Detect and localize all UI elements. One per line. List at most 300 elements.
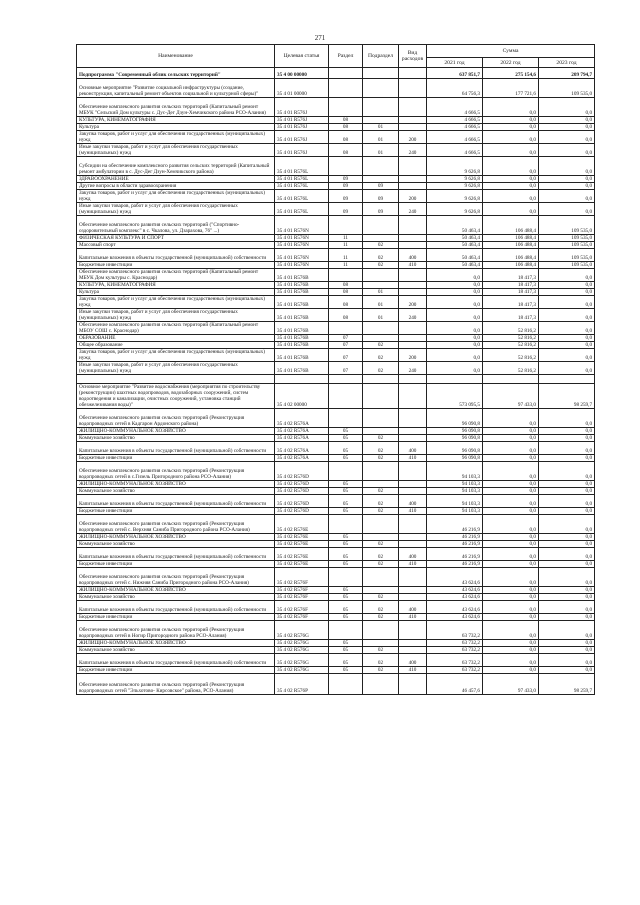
table-row bbox=[77, 235, 595, 242]
row-target: 35 4 02 R576E bbox=[275, 541, 329, 548]
row-subsection bbox=[363, 534, 399, 541]
row-expense-type bbox=[399, 481, 427, 488]
row-sum-2022: 0,0 bbox=[483, 640, 539, 647]
row-subsection: 02 bbox=[363, 488, 399, 495]
row-subsection bbox=[363, 117, 399, 124]
row-sum-2022: 0,0 bbox=[483, 442, 539, 455]
row-target: 35 4 01 R576B bbox=[275, 322, 329, 335]
row-sum-2022: 0,0 bbox=[483, 587, 539, 594]
row-subsection bbox=[363, 157, 399, 176]
row-expense-type bbox=[399, 98, 427, 117]
row-sum-2021: 9 626,8 bbox=[427, 183, 483, 190]
row-sum-2021: 94 103,3 bbox=[427, 495, 483, 508]
row-sum-2023: 0,0 bbox=[539, 342, 595, 349]
row-target: 35 4 01 R576N bbox=[275, 235, 329, 242]
table-row bbox=[77, 455, 595, 462]
row-sum-2023: 0,0 bbox=[539, 442, 595, 455]
row-subsection bbox=[363, 481, 399, 488]
row-expense-type bbox=[399, 647, 427, 654]
row-subsection: 01 bbox=[363, 309, 399, 322]
row-sum-2022: 0,0 bbox=[483, 428, 539, 435]
row-expense-type bbox=[399, 342, 427, 349]
row-sum-2022: 0,0 bbox=[483, 176, 539, 183]
row-target: 35 4 02 R576A bbox=[275, 442, 329, 455]
row-subsection bbox=[363, 282, 399, 289]
row-subsection: 02 bbox=[363, 601, 399, 614]
row-name: Обеспечение комплексного развития сельских территорий (Реконструкция водопроводных сетей в Ногир Пригородного района РСО-Алания) bbox=[77, 621, 275, 640]
row-subsection bbox=[363, 79, 399, 98]
row-name: Общее образование bbox=[77, 342, 275, 349]
row-sum-2021: 50 463,4 bbox=[427, 216, 483, 235]
row-sum-2021: 4 666,5 bbox=[427, 144, 483, 157]
row-expense-type bbox=[399, 335, 427, 342]
row-name: ЖИЛИЩНО-КОММУНАЛЬНОЕ ХОЗЯЙСТВО bbox=[77, 640, 275, 647]
row-expense-type bbox=[399, 541, 427, 548]
row-section: 09 bbox=[329, 203, 363, 216]
row-expense-type bbox=[399, 79, 427, 98]
row-sum-2023: 0,0 bbox=[539, 296, 595, 309]
row-sum-2021: 637 851,7 bbox=[427, 68, 483, 79]
row-subsection: 01 bbox=[363, 296, 399, 309]
row-target: 35 4 01 R576L bbox=[275, 183, 329, 190]
table-row bbox=[77, 515, 595, 534]
row-sum-2022: 0,0 bbox=[483, 409, 539, 428]
row-target: 35 4 02 R576E bbox=[275, 534, 329, 541]
row-expense-type bbox=[399, 124, 427, 131]
row-sum-2022: 0,0 bbox=[483, 621, 539, 640]
row-sum-2021: 0,0 bbox=[427, 349, 483, 362]
table-row bbox=[77, 594, 595, 601]
row-sum-2023: 0,0 bbox=[539, 176, 595, 183]
row-sum-2022: 0,0 bbox=[483, 534, 539, 541]
row-sum-2022: 0,0 bbox=[483, 594, 539, 601]
row-name: ФИЗИЧЕСКАЯ КУЛЬТУРА И СПОРТ bbox=[77, 235, 275, 242]
row-section: 05 bbox=[329, 481, 363, 488]
table-row bbox=[77, 157, 595, 176]
row-expense-type bbox=[399, 289, 427, 296]
row-sum-2023: 0,0 bbox=[539, 654, 595, 667]
row-section bbox=[329, 568, 363, 587]
row-subsection: 02 bbox=[363, 262, 399, 269]
table-row bbox=[77, 322, 595, 335]
row-target: 35 4 02 R576E bbox=[275, 561, 329, 568]
row-section: 09 bbox=[329, 190, 363, 203]
row-sum-2021: 0,0 bbox=[427, 335, 483, 342]
row-section: 08 bbox=[329, 296, 363, 309]
row-sum-2021: 46 216,9 bbox=[427, 534, 483, 541]
row-sum-2021: 50 463,4 bbox=[427, 249, 483, 262]
budget-table bbox=[76, 44, 595, 695]
row-sum-2021: 63 732,2 bbox=[427, 647, 483, 654]
row-name: Обеспечение комплексного развития сельских территорий (Реконструкция водопроводных сетей "Эльхотово- Кирсовское" района, РСО-Алания) bbox=[77, 674, 275, 695]
row-subsection: 02 bbox=[363, 435, 399, 442]
row-sum-2021: 50 463,4 bbox=[427, 242, 483, 249]
row-expense-type bbox=[399, 216, 427, 235]
row-sum-2023: 0,0 bbox=[539, 157, 595, 176]
row-sum-2023: 109 535,0 bbox=[539, 235, 595, 242]
row-sum-2022: 0,0 bbox=[483, 614, 539, 621]
row-sum-2023: 0,0 bbox=[539, 541, 595, 548]
row-sum-2021: 46 457,6 bbox=[427, 674, 483, 695]
row-sum-2022: 0,0 bbox=[483, 190, 539, 203]
row-sum-2023: 0,0 bbox=[539, 203, 595, 216]
row-sum-2022: 106 488,4 bbox=[483, 262, 539, 269]
table-row bbox=[77, 335, 595, 342]
table-row bbox=[77, 621, 595, 640]
row-target: 35 4 02 R576A bbox=[275, 428, 329, 435]
row-sum-2021: 96 090,8 bbox=[427, 409, 483, 428]
table-row bbox=[77, 541, 595, 548]
col-header-2023: 2023 год bbox=[539, 58, 595, 68]
row-name: Коммунальное хозяйство bbox=[77, 488, 275, 495]
row-subsection bbox=[363, 235, 399, 242]
table-row bbox=[77, 508, 595, 515]
row-expense-type: 400 bbox=[399, 548, 427, 561]
row-name: Иные закупки товаров, работ и услуг для обеспечения государственных (муниципальных) нужд bbox=[77, 309, 275, 322]
row-sum-2021: 0,0 bbox=[427, 296, 483, 309]
col-header-target: Целевая статья bbox=[275, 45, 329, 68]
row-sum-2023: 0,0 bbox=[539, 488, 595, 495]
row-sum-2021: 96 090,8 bbox=[427, 428, 483, 435]
row-sum-2023: 0,0 bbox=[539, 349, 595, 362]
row-name: Капитальные вложения в объекты государственной (муниципальной) собственности bbox=[77, 548, 275, 561]
row-target: 35 4 00 00000 bbox=[275, 68, 329, 79]
row-target: 35 4 01 R576J bbox=[275, 131, 329, 144]
row-subsection: 01 bbox=[363, 131, 399, 144]
row-target: 35 4 02 R576F bbox=[275, 614, 329, 621]
table-row bbox=[77, 342, 595, 349]
row-section: 09 bbox=[329, 183, 363, 190]
row-section bbox=[329, 157, 363, 176]
row-expense-type bbox=[399, 176, 427, 183]
col-header-section: Раздел bbox=[329, 45, 363, 68]
row-sum-2022: 0,0 bbox=[483, 131, 539, 144]
row-section: 05 bbox=[329, 495, 363, 508]
row-sum-2022: 0,0 bbox=[483, 601, 539, 614]
row-sum-2023: 109 535,0 bbox=[539, 79, 595, 98]
row-sum-2021: 43 624,6 bbox=[427, 614, 483, 621]
row-name: Капитальные вложения в объекты государственной (муниципальной) собственности bbox=[77, 442, 275, 455]
row-name: Основное мероприятие "Развитие водоснабжения (мероприятия по строительству (реконструкции) шахтных водопроводов, водозаборных сооружений, систем водоотведения и канализации, очистных сооружений, установка станций обезжелезивания воды)" bbox=[77, 384, 275, 409]
row-expense-type bbox=[399, 488, 427, 495]
row-expense-type bbox=[399, 568, 427, 587]
row-name: Бюджетные инвестиции bbox=[77, 455, 275, 462]
row-name: Капитальные вложения в объекты государственной (муниципальной) собственности bbox=[77, 654, 275, 667]
row-subsection bbox=[363, 640, 399, 647]
row-sum-2023: 0,0 bbox=[539, 621, 595, 640]
row-name: Обеспечение комплексного развития сельских территорий (Капитальный ремонт МБОУ СОШ с. Краснодар) bbox=[77, 322, 275, 335]
row-name: Другие вопросы в области здравоохранения bbox=[77, 183, 275, 190]
row-sum-2023: 0,0 bbox=[539, 309, 595, 322]
table-row bbox=[77, 435, 595, 442]
row-expense-type: 200 bbox=[399, 349, 427, 362]
row-target: 35 4 02 R576G bbox=[275, 667, 329, 674]
row-sum-2021: 9 626,8 bbox=[427, 190, 483, 203]
row-target: 35 4 01 R576L bbox=[275, 203, 329, 216]
col-header-sum: Сумма bbox=[427, 45, 595, 58]
table-spacer-cell bbox=[539, 375, 595, 384]
row-sum-2023: 109 535,0 bbox=[539, 262, 595, 269]
table-row bbox=[77, 534, 595, 541]
row-name: Обеспечение комплексного развития сельских территорий (Реконструкция водопроводных сетей в с.Гизель Пригородного района РСО-Алания) bbox=[77, 462, 275, 481]
row-sum-2021: 94 103,3 bbox=[427, 488, 483, 495]
table-row bbox=[77, 124, 595, 131]
row-sum-2021: 43 624,6 bbox=[427, 568, 483, 587]
table-row bbox=[77, 79, 595, 98]
row-name: Бюджетные инвестиции bbox=[77, 667, 275, 674]
table-row bbox=[77, 428, 595, 435]
row-target: 35 4 01 R576J bbox=[275, 117, 329, 124]
row-sum-2021: 94 103,3 bbox=[427, 462, 483, 481]
row-sum-2022: 0,0 bbox=[483, 124, 539, 131]
row-target: 35 4 02 R576D bbox=[275, 495, 329, 508]
row-sum-2021: 4 666,5 bbox=[427, 124, 483, 131]
row-section: 05 bbox=[329, 667, 363, 674]
row-sum-2023: 0,0 bbox=[539, 495, 595, 508]
row-name: Обеспечение комплексного развития сельских территорий (Реконструкция водопроводных сетей с. Верхняя Саниба Пригородного района РСО-Алания) bbox=[77, 515, 275, 534]
row-name: Закупка товаров, работ и услуг для обеспечения государственных (муниципальных) нужд bbox=[77, 296, 275, 309]
table-spacer-cell bbox=[427, 375, 483, 384]
row-sum-2021: 46 216,9 bbox=[427, 548, 483, 561]
row-expense-type: 400 bbox=[399, 495, 427, 508]
row-subsection bbox=[363, 621, 399, 640]
table-body bbox=[77, 68, 595, 695]
row-sum-2023: 0,0 bbox=[539, 117, 595, 124]
row-sum-2022: 52 816,2 bbox=[483, 342, 539, 349]
row-sum-2023: 209 794,7 bbox=[539, 68, 595, 79]
row-section: 07 bbox=[329, 362, 363, 375]
table-row bbox=[77, 488, 595, 495]
row-sum-2021: 0,0 bbox=[427, 342, 483, 349]
table-row bbox=[77, 131, 595, 144]
col-header-expense-type: Вид расходов bbox=[399, 45, 427, 68]
row-subsection bbox=[363, 68, 399, 79]
row-target: 35 4 02 R576F bbox=[275, 594, 329, 601]
row-section: 08 bbox=[329, 282, 363, 289]
row-expense-type: 410 bbox=[399, 614, 427, 621]
row-expense-type bbox=[399, 235, 427, 242]
table-row bbox=[77, 203, 595, 216]
row-sum-2021: 50 463,4 bbox=[427, 262, 483, 269]
row-section: 05 bbox=[329, 587, 363, 594]
table-row bbox=[77, 362, 595, 375]
row-expense-type: 200 bbox=[399, 296, 427, 309]
row-subsection: 09 bbox=[363, 183, 399, 190]
row-target: 35 4 02 R576G bbox=[275, 654, 329, 667]
row-sum-2021: 96 090,8 bbox=[427, 442, 483, 455]
row-name: Культура bbox=[77, 289, 275, 296]
row-name: Основные мероприятие "Развитие социальной инфраструктуры (создание, реконструкция, капитальный ремонт объектов социальной и культурной сферы)" bbox=[77, 79, 275, 98]
row-subsection: 02 bbox=[363, 614, 399, 621]
row-sum-2021: 0,0 bbox=[427, 362, 483, 375]
row-expense-type bbox=[399, 157, 427, 176]
row-target: 35 4 02 R576G bbox=[275, 621, 329, 640]
row-section: 07 bbox=[329, 349, 363, 362]
row-target: 35 4 01 R576L bbox=[275, 190, 329, 203]
row-expense-type: 240 bbox=[399, 309, 427, 322]
row-target: 35 4 02 R576D bbox=[275, 481, 329, 488]
row-target: 35 4 02 00000 bbox=[275, 384, 329, 409]
row-sum-2023: 0,0 bbox=[539, 462, 595, 481]
row-sum-2023: 0,0 bbox=[539, 124, 595, 131]
row-subsection: 02 bbox=[363, 654, 399, 667]
row-subsection: 01 bbox=[363, 124, 399, 131]
row-sum-2022: 0,0 bbox=[483, 117, 539, 124]
row-section: 05 bbox=[329, 640, 363, 647]
row-sum-2023: 0,0 bbox=[539, 269, 595, 282]
row-sum-2022: 18 417,3 bbox=[483, 289, 539, 296]
table-spacer-cell bbox=[363, 375, 399, 384]
row-section: 05 bbox=[329, 488, 363, 495]
row-name: КУЛЬТУРА, КИНЕМАТОГРАФИЯ bbox=[77, 282, 275, 289]
row-section: 05 bbox=[329, 614, 363, 621]
row-sum-2022: 0,0 bbox=[483, 481, 539, 488]
col-header-2021: 2021 год bbox=[427, 58, 483, 68]
row-section bbox=[329, 409, 363, 428]
row-sum-2022: 18 417,3 bbox=[483, 282, 539, 289]
row-sum-2023: 98 259,7 bbox=[539, 674, 595, 695]
table-row bbox=[77, 68, 595, 79]
table-spacer-cell bbox=[483, 375, 539, 384]
row-section bbox=[329, 674, 363, 695]
row-sum-2022: 0,0 bbox=[483, 488, 539, 495]
table-row bbox=[77, 242, 595, 249]
row-sum-2021: 9 626,8 bbox=[427, 203, 483, 216]
row-expense-type: 240 bbox=[399, 203, 427, 216]
row-sum-2022: 0,0 bbox=[483, 654, 539, 667]
row-subsection: 02 bbox=[363, 548, 399, 561]
row-subsection: 02 bbox=[363, 508, 399, 515]
row-subsection: 02 bbox=[363, 249, 399, 262]
row-sum-2022: 0,0 bbox=[483, 561, 539, 568]
row-expense-type: 400 bbox=[399, 654, 427, 667]
row-section: 11 bbox=[329, 262, 363, 269]
row-expense-type: 410 bbox=[399, 667, 427, 674]
row-name: Капитальные вложения в объекты государственной (муниципальной) собственности bbox=[77, 495, 275, 508]
row-name: Обеспечение комплексного развития сельских территорий ("Спортивно-оздоровительный комплекс" в с. Чкалова, ул. Дзарахова, 76" ...) bbox=[77, 216, 275, 235]
row-sum-2021: 46 216,9 bbox=[427, 515, 483, 534]
row-sum-2022: 0,0 bbox=[483, 183, 539, 190]
row-expense-type bbox=[399, 594, 427, 601]
row-subsection bbox=[363, 428, 399, 435]
row-sum-2022: 52 816,2 bbox=[483, 335, 539, 342]
row-sum-2021: 46 216,9 bbox=[427, 561, 483, 568]
row-target: 35 4 01 R576B bbox=[275, 342, 329, 349]
row-sum-2023: 0,0 bbox=[539, 594, 595, 601]
row-sum-2023: 0,0 bbox=[539, 289, 595, 296]
row-section: 05 bbox=[329, 594, 363, 601]
table-row bbox=[77, 495, 595, 508]
table-row bbox=[77, 614, 595, 621]
row-name: ОБРАЗОВАНИЕ bbox=[77, 335, 275, 342]
row-subsection bbox=[363, 384, 399, 409]
row-sum-2022: 0,0 bbox=[483, 568, 539, 587]
row-expense-type bbox=[399, 640, 427, 647]
row-expense-type bbox=[399, 534, 427, 541]
table-row bbox=[77, 568, 595, 587]
row-sum-2021: 96 090,8 bbox=[427, 455, 483, 462]
row-section bbox=[329, 462, 363, 481]
row-sum-2021: 0,0 bbox=[427, 309, 483, 322]
row-sum-2022: 0,0 bbox=[483, 515, 539, 534]
table-row bbox=[77, 442, 595, 455]
row-name: ЖИЛИЩНО-КОММУНАЛЬНОЕ ХОЗЯЙСТВО bbox=[77, 481, 275, 488]
row-section bbox=[329, 79, 363, 98]
row-sum-2023: 109 535,0 bbox=[539, 242, 595, 249]
row-name: Иные закупки товаров, работ и услуг для обеспечения государственных (муниципальных) нужд bbox=[77, 362, 275, 375]
row-expense-type bbox=[399, 68, 427, 79]
row-sum-2022: 18 417,3 bbox=[483, 269, 539, 282]
row-expense-type: 410 bbox=[399, 455, 427, 462]
row-target: 35 4 01 R576L bbox=[275, 176, 329, 183]
row-sum-2021: 63 732,2 bbox=[427, 667, 483, 674]
row-section: 05 bbox=[329, 561, 363, 568]
row-sum-2022: 0,0 bbox=[483, 462, 539, 481]
row-sum-2022: 97 433,0 bbox=[483, 384, 539, 409]
row-section: 05 bbox=[329, 455, 363, 462]
row-target: 35 4 01 R576J bbox=[275, 144, 329, 157]
table-row bbox=[77, 309, 595, 322]
row-subsection bbox=[363, 176, 399, 183]
row-sum-2023: 0,0 bbox=[539, 409, 595, 428]
row-expense-type bbox=[399, 117, 427, 124]
row-target: 35 4 01 R576N bbox=[275, 216, 329, 235]
row-sum-2021: 0,0 bbox=[427, 322, 483, 335]
row-sum-2021: 63 732,2 bbox=[427, 621, 483, 640]
table-row bbox=[77, 117, 595, 124]
table-row bbox=[77, 601, 595, 614]
row-sum-2022: 52 816,2 bbox=[483, 322, 539, 335]
row-expense-type: 410 bbox=[399, 262, 427, 269]
row-sum-2021: 46 216,9 bbox=[427, 541, 483, 548]
row-subsection bbox=[363, 216, 399, 235]
row-target: 35 4 01 R576B bbox=[275, 296, 329, 309]
row-sum-2023: 0,0 bbox=[539, 335, 595, 342]
row-name: Обеспечение комплексного развития сельских территорий (Капитальный ремонт МБУК "Сельский Дом культуры с. Дус-Дег Дзун-Хемчикского района РСО-Алания) bbox=[77, 98, 275, 117]
row-expense-type bbox=[399, 242, 427, 249]
row-section: 08 bbox=[329, 289, 363, 296]
row-subsection bbox=[363, 674, 399, 695]
table-row bbox=[77, 144, 595, 157]
row-sum-2023: 0,0 bbox=[539, 548, 595, 561]
row-sum-2022: 106 488,4 bbox=[483, 242, 539, 249]
row-section: 05 bbox=[329, 601, 363, 614]
row-name: Закупка товаров, работ и услуг для обеспечения государственных (муниципальных) нужд bbox=[77, 131, 275, 144]
row-section: 07 bbox=[329, 335, 363, 342]
row-name: Закупка товаров, работ и услуг для обеспечения государственных (муниципальных) нужд bbox=[77, 190, 275, 203]
row-name: Коммунальное хозяйство bbox=[77, 594, 275, 601]
row-subsection bbox=[363, 462, 399, 481]
row-sum-2022: 0,0 bbox=[483, 667, 539, 674]
row-section: 05 bbox=[329, 548, 363, 561]
row-sum-2022: 0,0 bbox=[483, 144, 539, 157]
row-section: 09 bbox=[329, 176, 363, 183]
row-name: Бюджетные инвестиции bbox=[77, 561, 275, 568]
row-expense-type: 400 bbox=[399, 442, 427, 455]
row-section bbox=[329, 322, 363, 335]
row-section: 05 bbox=[329, 534, 363, 541]
table-row bbox=[77, 190, 595, 203]
table-row bbox=[77, 462, 595, 481]
row-section bbox=[329, 269, 363, 282]
row-sum-2023: 0,0 bbox=[539, 455, 595, 462]
table-row bbox=[77, 640, 595, 647]
row-target: 35 4 01 00000 bbox=[275, 79, 329, 98]
row-target: 35 4 01 R576B bbox=[275, 335, 329, 342]
row-sum-2022: 0,0 bbox=[483, 495, 539, 508]
row-expense-type bbox=[399, 322, 427, 335]
row-expense-type bbox=[399, 428, 427, 435]
